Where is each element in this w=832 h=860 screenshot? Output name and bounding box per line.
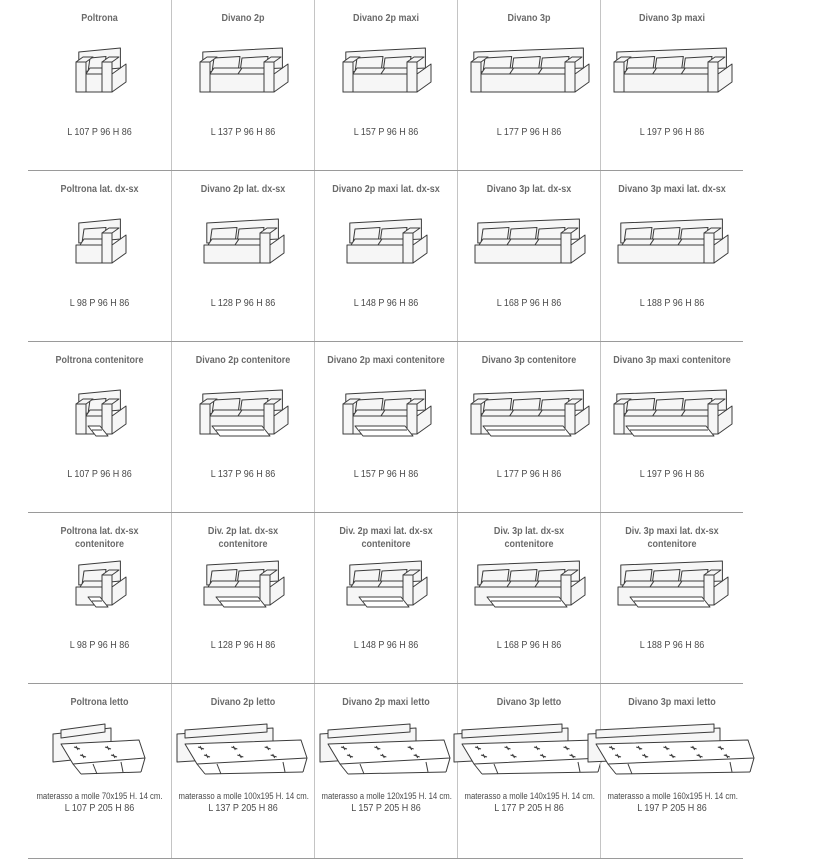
product-cell bbox=[171, 684, 314, 858]
product-illustration bbox=[194, 382, 292, 446]
product-name bbox=[322, 525, 450, 551]
product-name bbox=[608, 183, 736, 196]
product-illustration bbox=[194, 40, 292, 104]
product-cell bbox=[28, 684, 171, 858]
product-name-line: Divano 3p maxi letto bbox=[628, 697, 716, 708]
product-name bbox=[608, 354, 736, 367]
product-name-line: Divano 3p contenitore bbox=[481, 355, 577, 366]
product-cell bbox=[314, 513, 457, 683]
product-name bbox=[35, 183, 164, 196]
product-cell bbox=[171, 0, 314, 170]
product-dimensions: L 177 P 96 H 86 bbox=[496, 127, 562, 138]
sofa-drawing bbox=[471, 48, 589, 92]
product-cell bbox=[457, 513, 600, 683]
product-name-line: contenitore bbox=[218, 539, 268, 550]
mattress-note: materasso a molle 140x195 H. 14 cm. bbox=[464, 791, 595, 801]
sofa-bed-drawing bbox=[320, 724, 450, 774]
sofa-drawing bbox=[618, 561, 728, 607]
product-cell bbox=[171, 513, 314, 683]
product-dimensions: L 98 P 96 H 86 bbox=[69, 298, 130, 309]
sofa-drawing bbox=[343, 48, 431, 92]
product-illustration bbox=[173, 718, 313, 778]
sofa-catalog-grid bbox=[28, 0, 743, 859]
product-illustration bbox=[198, 211, 288, 275]
product-name-line: Divano 2p maxi letto bbox=[342, 697, 430, 708]
product-name bbox=[179, 696, 307, 709]
product-cell bbox=[28, 171, 171, 341]
catalog-row-lateral-storage bbox=[28, 513, 743, 684]
sofa-drawing bbox=[343, 390, 431, 436]
product-name-line: Divano 2p lat. dx-sx bbox=[200, 184, 286, 195]
sofa-drawing bbox=[204, 561, 284, 607]
product-name-line: Poltrona contenitore bbox=[55, 355, 144, 366]
sofa-drawing bbox=[475, 219, 585, 263]
product-cell bbox=[457, 171, 600, 341]
mattress-note: materasso a molle 120x195 H. 14 cm. bbox=[321, 791, 452, 801]
product-illustration bbox=[465, 40, 593, 104]
product-illustration bbox=[584, 718, 760, 778]
product-cell bbox=[314, 0, 457, 170]
product-illustration bbox=[608, 40, 736, 104]
product-name-line: Divano 2p maxi lat. dx-sx bbox=[332, 184, 440, 195]
product-cell bbox=[28, 342, 171, 512]
product-dimensions: L 137 P 96 H 86 bbox=[210, 469, 276, 480]
product-name bbox=[35, 525, 164, 551]
product-name bbox=[608, 12, 736, 25]
sofa-drawing bbox=[76, 390, 126, 436]
product-cell bbox=[314, 342, 457, 512]
sofa-drawing bbox=[614, 48, 732, 92]
product-illustration bbox=[337, 382, 435, 446]
product-name bbox=[179, 354, 307, 367]
product-name-line: Divano 3p maxi contenitore bbox=[613, 355, 731, 366]
product-illustration bbox=[70, 211, 130, 275]
product-dimensions: L 197 P 205 H 86 bbox=[637, 803, 707, 814]
sofa-drawing bbox=[200, 390, 288, 436]
product-name-line: Divano 2p maxi contenitore bbox=[327, 355, 445, 366]
product-name bbox=[179, 12, 307, 25]
sofa-drawing bbox=[76, 561, 126, 607]
mattress-note: materasso a molle 160x195 H. 14 cm. bbox=[607, 791, 738, 801]
product-dimensions: L 157 P 96 H 86 bbox=[353, 127, 419, 138]
product-name bbox=[465, 696, 593, 709]
product-dimensions: L 128 P 96 H 86 bbox=[210, 298, 276, 309]
sofa-drawing bbox=[76, 219, 126, 263]
product-name-line: contenitore bbox=[361, 539, 411, 550]
product-name bbox=[322, 354, 450, 367]
product-cell bbox=[314, 171, 457, 341]
product-name-line: Poltrona letto bbox=[70, 697, 129, 708]
sofa-bed-drawing bbox=[177, 724, 307, 774]
product-name bbox=[322, 696, 450, 709]
product-name bbox=[465, 183, 593, 196]
product-name bbox=[608, 525, 736, 551]
product-cell bbox=[600, 513, 743, 683]
sofa-drawing bbox=[76, 48, 126, 92]
product-name-line: Div. 2p lat. dx-sx bbox=[207, 526, 279, 537]
product-dimensions: L 168 P 96 H 86 bbox=[496, 640, 562, 651]
product-illustration bbox=[198, 553, 288, 617]
product-cell bbox=[457, 684, 600, 858]
product-illustration bbox=[70, 553, 130, 617]
product-illustration bbox=[469, 553, 589, 617]
catalog-row-standard bbox=[28, 0, 743, 171]
product-cell bbox=[600, 342, 743, 512]
product-name-line: Poltrona bbox=[81, 13, 118, 24]
product-name-line: contenitore bbox=[504, 539, 554, 550]
product-illustration bbox=[469, 211, 589, 275]
product-illustration bbox=[612, 211, 732, 275]
sofa-drawing bbox=[475, 561, 585, 607]
mattress-note: materasso a molle 100x195 H. 14 cm. bbox=[178, 791, 309, 801]
product-name-line: Divano 3p letto bbox=[496, 697, 562, 708]
sofa-drawing bbox=[347, 219, 427, 263]
product-dimensions: L 107 P 96 H 86 bbox=[67, 469, 132, 480]
product-cell bbox=[28, 0, 171, 170]
product-cell bbox=[600, 171, 743, 341]
product-dimensions: L 197 P 96 H 86 bbox=[639, 127, 705, 138]
product-name-line: Poltrona lat. dx-sx bbox=[60, 526, 139, 537]
product-name bbox=[35, 696, 164, 709]
product-name bbox=[465, 12, 593, 25]
product-name-line: Divano 2p letto bbox=[210, 697, 276, 708]
product-dimensions: L 148 P 96 H 86 bbox=[353, 640, 419, 651]
product-name-line: Divano 2p maxi bbox=[352, 13, 420, 24]
product-dimensions: L 157 P 96 H 86 bbox=[353, 469, 419, 480]
product-illustration bbox=[316, 718, 456, 778]
product-illustration bbox=[608, 382, 736, 446]
sofa-bed-drawing bbox=[588, 724, 754, 774]
product-dimensions: L 98 P 96 H 86 bbox=[69, 640, 130, 651]
product-name bbox=[322, 183, 450, 196]
product-cell bbox=[28, 513, 171, 683]
product-name bbox=[322, 12, 450, 25]
product-name-line: contenitore bbox=[647, 539, 697, 550]
product-illustration bbox=[341, 211, 431, 275]
product-dimensions: L 137 P 205 H 86 bbox=[208, 803, 278, 814]
product-dimensions: L 128 P 96 H 86 bbox=[210, 640, 276, 651]
product-cell bbox=[600, 684, 743, 858]
product-dimensions: L 177 P 96 H 86 bbox=[496, 469, 562, 480]
product-dimensions: L 197 P 96 H 86 bbox=[639, 469, 705, 480]
product-dimensions: L 148 P 96 H 86 bbox=[353, 298, 419, 309]
product-name bbox=[35, 12, 164, 25]
product-name bbox=[35, 354, 164, 367]
product-illustration bbox=[70, 40, 130, 104]
product-name-line: Divano 3p maxi bbox=[638, 13, 706, 24]
product-dimensions: L 188 P 96 H 86 bbox=[639, 640, 705, 651]
product-dimensions: L 107 P 205 H 86 bbox=[64, 803, 135, 814]
product-dimensions: L 107 P 96 H 86 bbox=[67, 127, 132, 138]
product-illustration bbox=[337, 40, 435, 104]
product-name-line: Divano 3p maxi lat. dx-sx bbox=[618, 184, 726, 195]
product-name-line: Div. 3p lat. dx-sx bbox=[493, 526, 565, 537]
mattress-note: materasso a molle 70x195 H. 14 cm. bbox=[36, 791, 163, 801]
sofa-bed-drawing bbox=[454, 724, 602, 774]
product-name bbox=[179, 525, 307, 551]
product-illustration bbox=[465, 382, 593, 446]
product-name bbox=[179, 183, 307, 196]
sofa-bed-drawing bbox=[53, 724, 145, 774]
product-illustration bbox=[70, 382, 130, 446]
catalog-row-lateral bbox=[28, 171, 743, 342]
catalog-row-bed bbox=[28, 684, 743, 859]
product-dimensions: L 188 P 96 H 86 bbox=[639, 298, 705, 309]
product-name bbox=[608, 696, 736, 709]
product-name bbox=[465, 354, 593, 367]
product-name-line: Divano 2p contenitore bbox=[195, 355, 291, 366]
product-name-line: contenitore bbox=[74, 539, 124, 550]
sofa-drawing bbox=[614, 390, 732, 436]
product-illustration bbox=[341, 553, 431, 617]
product-cell bbox=[171, 342, 314, 512]
sofa-drawing bbox=[471, 390, 589, 436]
product-name-line: Divano 3p bbox=[507, 13, 551, 24]
product-dimensions: L 168 P 96 H 86 bbox=[496, 298, 562, 309]
product-cell bbox=[457, 342, 600, 512]
product-cell bbox=[457, 0, 600, 170]
product-illustration bbox=[49, 718, 151, 778]
product-dimensions: L 137 P 96 H 86 bbox=[210, 127, 276, 138]
sofa-drawing bbox=[204, 219, 284, 263]
product-name-line: Div. 2p maxi lat. dx-sx bbox=[339, 526, 433, 537]
product-cell bbox=[171, 171, 314, 341]
sofa-drawing bbox=[347, 561, 427, 607]
sofa-drawing bbox=[618, 219, 728, 263]
product-name-line: Divano 2p bbox=[221, 13, 265, 24]
product-name-line: Poltrona lat. dx-sx bbox=[60, 184, 139, 195]
product-dimensions: L 177 P 205 H 86 bbox=[494, 803, 564, 814]
product-illustration bbox=[612, 553, 732, 617]
catalog-row-storage bbox=[28, 342, 743, 513]
product-name-line: Div. 3p maxi lat. dx-sx bbox=[625, 526, 719, 537]
sofa-drawing bbox=[200, 48, 288, 92]
product-name-line: Divano 3p lat. dx-sx bbox=[486, 184, 572, 195]
product-cell bbox=[600, 0, 743, 170]
product-dimensions: L 157 P 205 H 86 bbox=[351, 803, 421, 814]
product-name bbox=[465, 525, 593, 551]
product-cell bbox=[314, 684, 457, 858]
